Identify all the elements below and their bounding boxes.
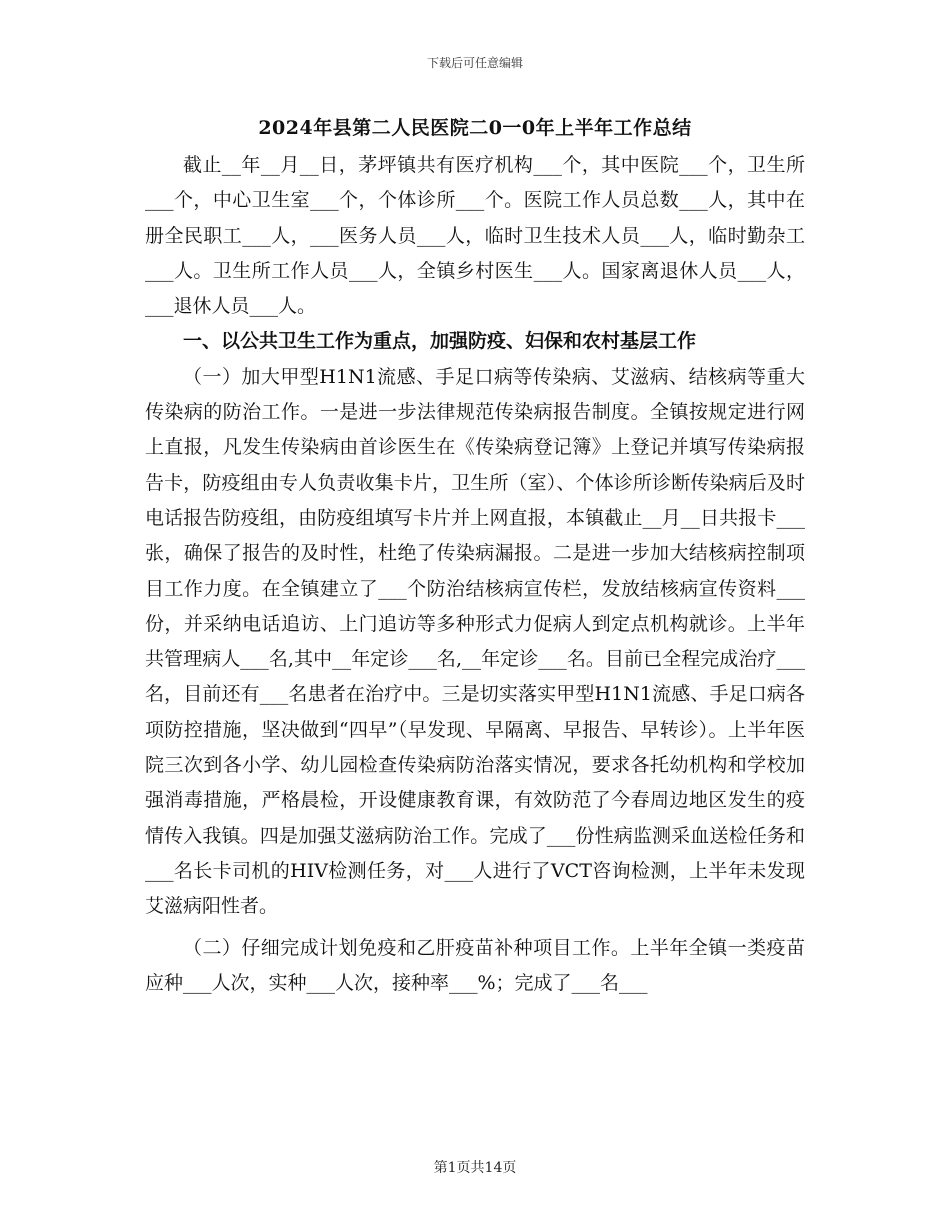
header-note: 下载后可任意编辑 (426, 56, 523, 70)
document-body (145, 148, 805, 1001)
page-footer: 第1页共14页 (433, 1160, 517, 1176)
section-paragraph-2: （二）仔细完成计划免疫和乙肝疫苗补种项目工作。上半年全镇一类疫苗应种___人次，实种___人次，接种率___%；完成了___名___ (145, 936, 805, 994)
intro-paragraph: 截止__年__月__日，茅坪镇共有医疗机构___个，其中医院___个，卫生所___个，中心卫生室___个，个体诊所___个。医院工作人员总数___人，其中在册全民职工___人，___医务人员___人，临时卫生技术人员___人，临时勤杂工___人。卫生所工作人员___人，全镇乡村医生___人。国家离退休人员___人，___退休人员___人。 (145, 154, 805, 318)
section-paragraph-1: （一）加大甲型H1N1流感、手足口病等传染病、艾滋病、结核病等重大传染病的防治工作。一是进一步法律规范传染病报告制度。全镇按规定进行网上直报，凡发生传染病由首诊医生在《传染病登记簿》上登记并填写传染病报告卡，防疫组由专人负责收集卡片，卫生所（室）、个体诊所诊断传染病后及时电话报告防疫组，由防疫组填写卡片并上网直报，本镇截止__月__日共报卡___张，确保了报告的及时性，杜绝了传染病漏报。二是进一步加大结核病控制项目工作力度。在全镇建立了___个防治结核病宣传栏，发放结核病宣传资料___份，并采纳电话追访、上门追访等多种形式力促病人到定点机构就诊。上半年共管理病人___名,其中__年定诊___名,__年定诊___名。目前已全程完成治疗___名，目前还有___名患者在治疗中。三是切实落实甲型H1N1流感、手足口病各项防控措施，坚决做到“四早”（早发现、早隔离、早报告、早转诊）。上半年医院三次到各小学、幼儿园检查传染病防治落实情况，要求各托幼机构和学校加强消毒措施，严格晨检，开设健康教育课，有效防范了今春周边地区发生的疫情传入我镇。四是加强艾滋病防治工作。完成了___份性病监测采血送检任务和___名长卡司机的HIV检测任务，对___人进行了VCT咨询检测，上半年未发现艾滋病阳性者。 (145, 365, 805, 918)
document-title: 2024年县第二人民医院二0一0年上半年工作总结 (258, 117, 692, 139)
section-heading: 一、以公共卫生工作为重点，加强防疫、妇保和农村基层工作 (183, 330, 697, 353)
